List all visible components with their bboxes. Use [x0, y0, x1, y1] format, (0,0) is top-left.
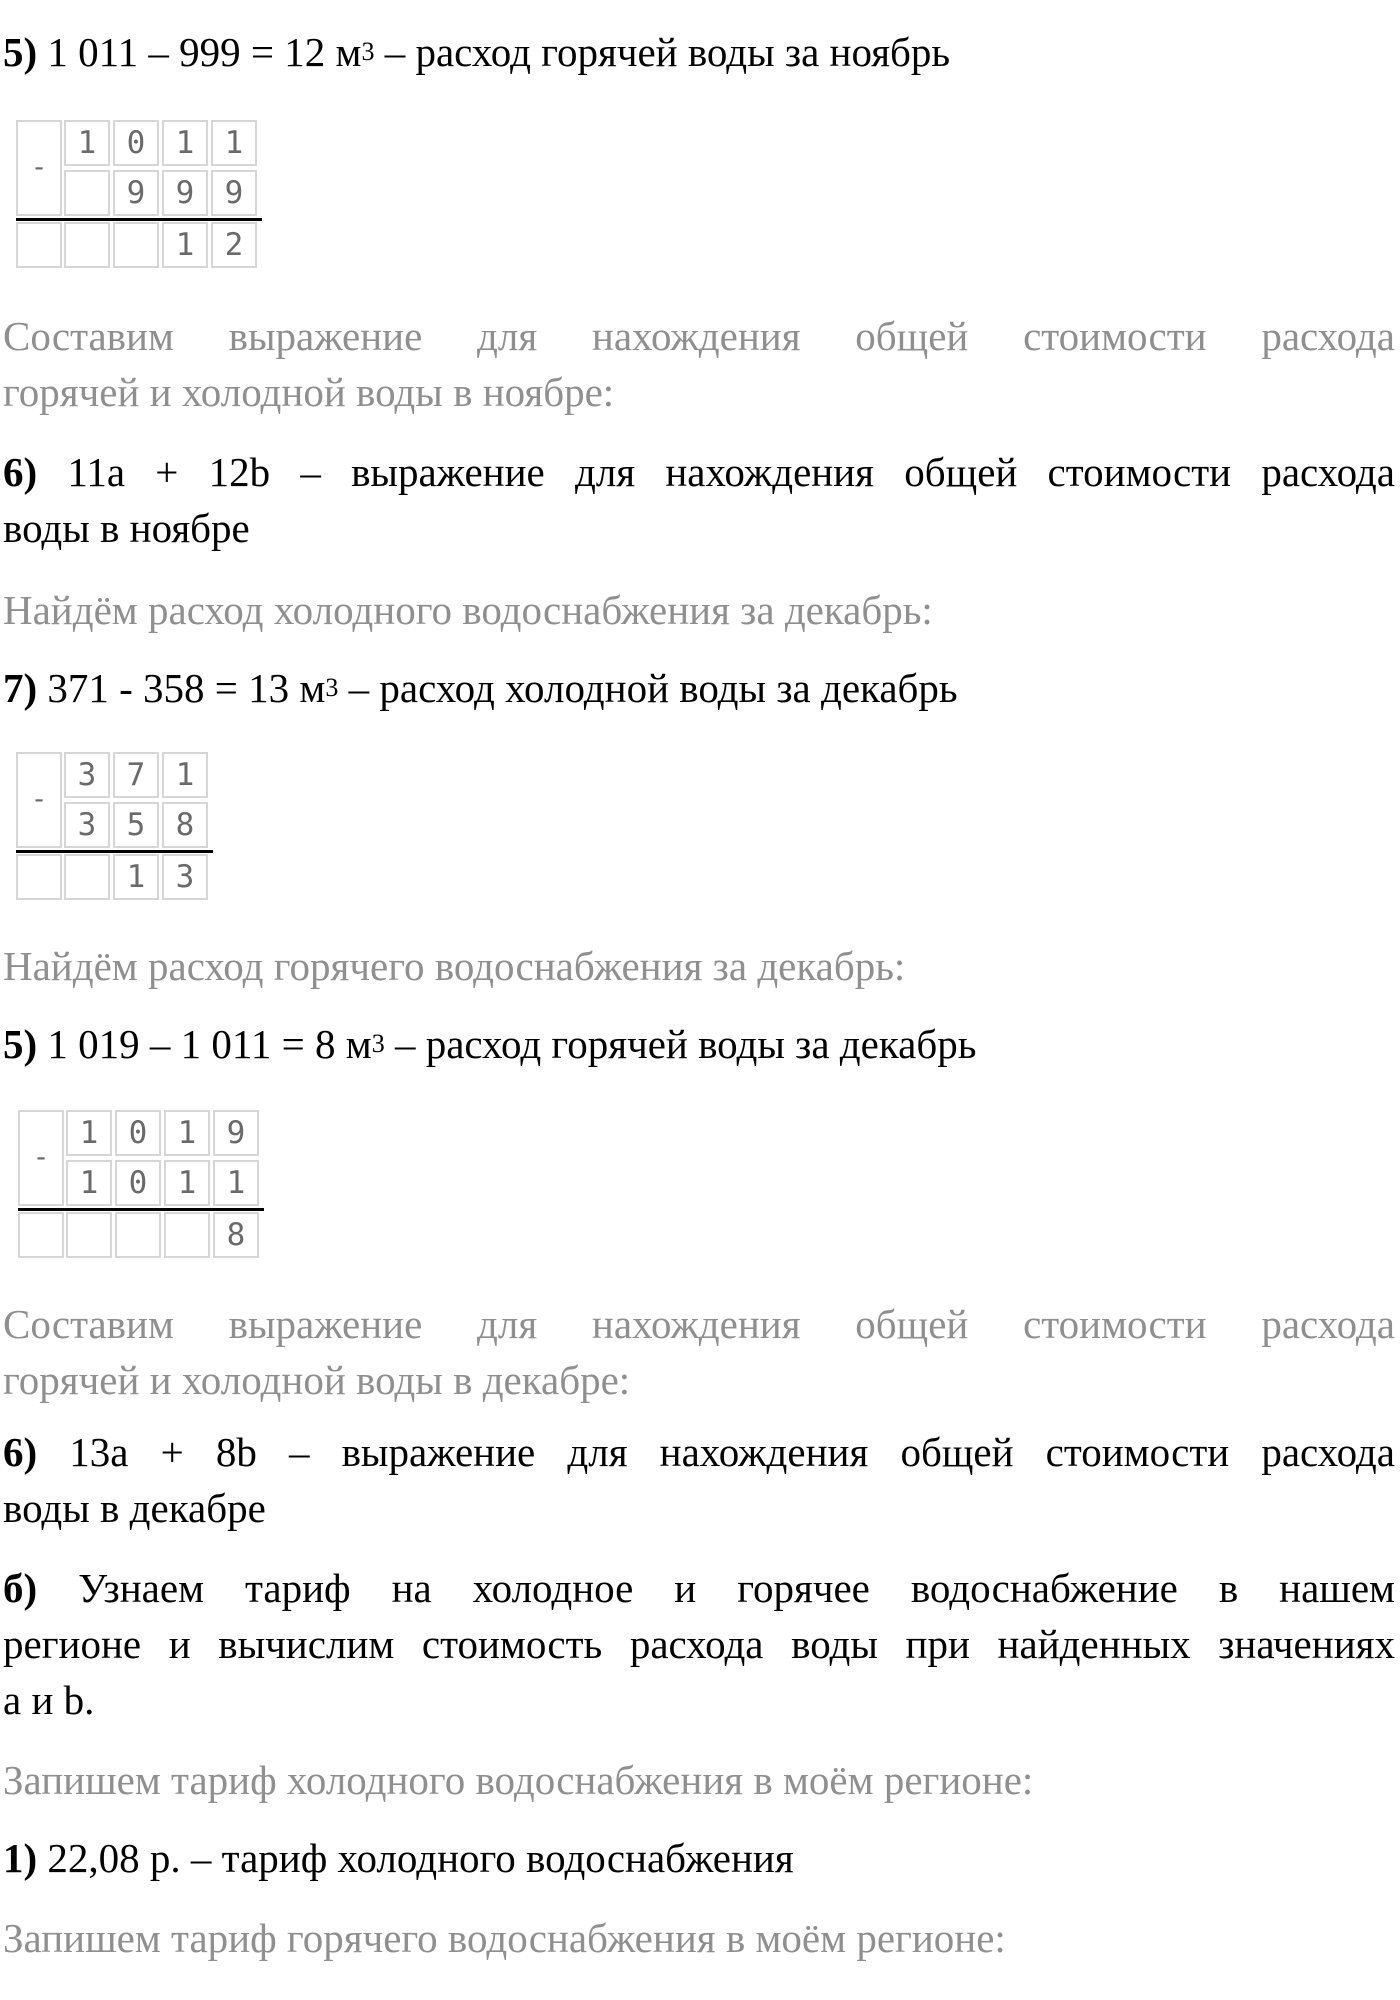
result-rule — [16, 850, 213, 853]
step-number: б) — [3, 1565, 38, 1611]
step-number: 6) — [3, 449, 38, 495]
grid-digit: 8 — [213, 1212, 259, 1258]
calc-expression: 1 011 – 999 = 12 м — [37, 29, 362, 75]
grid-digit — [16, 854, 62, 900]
grid-digit: 8 — [162, 802, 208, 848]
expression-text: 13a + 8b – выражение для нахождения общей стоимости расхода — [37, 1429, 1395, 1475]
minus-sign: - — [16, 120, 62, 216]
result-rule — [16, 218, 262, 221]
grid-digit: 2 — [211, 222, 257, 268]
instruction-text: Найдём расход горячего водоснабжения за декабрь: — [3, 943, 906, 989]
calc-expression: 1 019 – 1 011 = 8 м — [37, 1021, 372, 1067]
grid-digit — [164, 1212, 210, 1258]
calc-hot-water-december — [3, 1016, 1395, 1072]
grid-digit: 0 — [113, 120, 159, 166]
calc-cold-water-december — [3, 660, 1395, 716]
grid-digit — [64, 170, 110, 216]
grid-digit — [18, 1212, 64, 1258]
unit-exponent: 3 — [361, 37, 375, 66]
instruction-text: Составим выражение для нахождения общей стоимости расхода — [3, 1301, 1395, 1347]
grid-digit — [115, 1212, 161, 1258]
grid-digit: 5 — [113, 802, 159, 848]
grid-digit: 9 — [113, 170, 159, 216]
step-number: 5) — [3, 1021, 38, 1067]
instruction-text: горячей и холодной воды в ноябре: — [3, 369, 615, 415]
subtraction-grid-2 — [16, 752, 213, 900]
grid-digit: 1 — [213, 1160, 259, 1206]
paragraph-text: регионе и вычислим стоимость расхода воды при найденных значениях — [3, 1621, 1395, 1667]
instruction-text: горячей и холодной воды в декабре: — [3, 1357, 631, 1403]
grid-digit: 1 — [66, 1110, 112, 1156]
task-b-paragraph — [3, 1560, 1395, 1616]
grid-digit: 0 — [115, 1160, 161, 1206]
step-number: 6) — [3, 1429, 38, 1475]
minus-sign: - — [18, 1110, 64, 1206]
grid-digit: 3 — [64, 752, 110, 798]
grid-digit: 9 — [162, 170, 208, 216]
grid-digit — [113, 222, 159, 268]
minus-sign: - — [16, 752, 62, 848]
step-number: 5) — [3, 29, 38, 75]
tariff-text: 22,08 р. – тариф холодного водоснабжения — [37, 1835, 794, 1881]
grid-digit: 1 — [162, 222, 208, 268]
instruction-text: Найдём расход холодного водоснабжения за декабрь: — [3, 587, 933, 633]
instruction-text: Запишем тариф холодного водоснабжения в моём регионе: — [3, 1757, 1034, 1803]
grid-digit: 9 — [213, 1110, 259, 1156]
instruction-text: Составим выражение для нахождения общей стоимости расхода — [3, 313, 1395, 359]
instruction-text: Запишем тариф горячего водоснабжения в моём регионе: — [3, 1915, 1006, 1961]
unit-exponent: 3 — [371, 1029, 385, 1058]
grid-digit: 1 — [162, 120, 208, 166]
cold-water-tariff — [3, 1830, 1395, 1886]
paragraph-text: Узнаем тариф на холодное и горячее водоснабжение в нашем — [37, 1565, 1395, 1611]
calc-description: – расход горячей воды за декабрь — [384, 1021, 977, 1067]
grid-digit: 1 — [164, 1160, 210, 1206]
subtraction-grid-3 — [18, 1110, 264, 1258]
calc-description: – расход горячей воды за ноябрь — [374, 29, 951, 75]
grid-digit — [64, 222, 110, 268]
grid-digit: 1 — [66, 1160, 112, 1206]
grid-digit — [64, 854, 110, 900]
grid-digit — [16, 222, 62, 268]
paragraph-text: a и b. — [3, 1677, 95, 1723]
grid-digit: 3 — [162, 854, 208, 900]
expression-text: 11a + 12b – выражение для нахождения общей стоимости расхода — [37, 449, 1395, 495]
grid-digit: 1 — [162, 752, 208, 798]
grid-digit: 9 — [211, 170, 257, 216]
calc-description: – расход холодной воды за декабрь — [338, 665, 958, 711]
grid-digit: 3 — [64, 802, 110, 848]
grid-digit: 7 — [113, 752, 159, 798]
calc-hot-water-november — [3, 24, 1395, 80]
step-number: 1) — [3, 1835, 38, 1881]
step-number: 7) — [3, 665, 38, 711]
grid-digit: 1 — [164, 1110, 210, 1156]
expression-november — [3, 444, 1395, 500]
grid-digit: 1 — [211, 120, 257, 166]
expression-text: воды в ноябре — [3, 505, 250, 551]
subtraction-grid-1 — [16, 120, 262, 268]
grid-digit: 1 — [113, 854, 159, 900]
grid-digit — [66, 1212, 112, 1258]
grid-digit: 0 — [115, 1110, 161, 1156]
grid-digit: 1 — [64, 120, 110, 166]
result-rule — [18, 1208, 264, 1211]
expression-text: воды в декабре — [3, 1485, 266, 1531]
calc-expression: 371 - 358 = 13 м — [37, 665, 326, 711]
unit-exponent: 3 — [325, 673, 339, 702]
expression-december — [3, 1424, 1395, 1480]
